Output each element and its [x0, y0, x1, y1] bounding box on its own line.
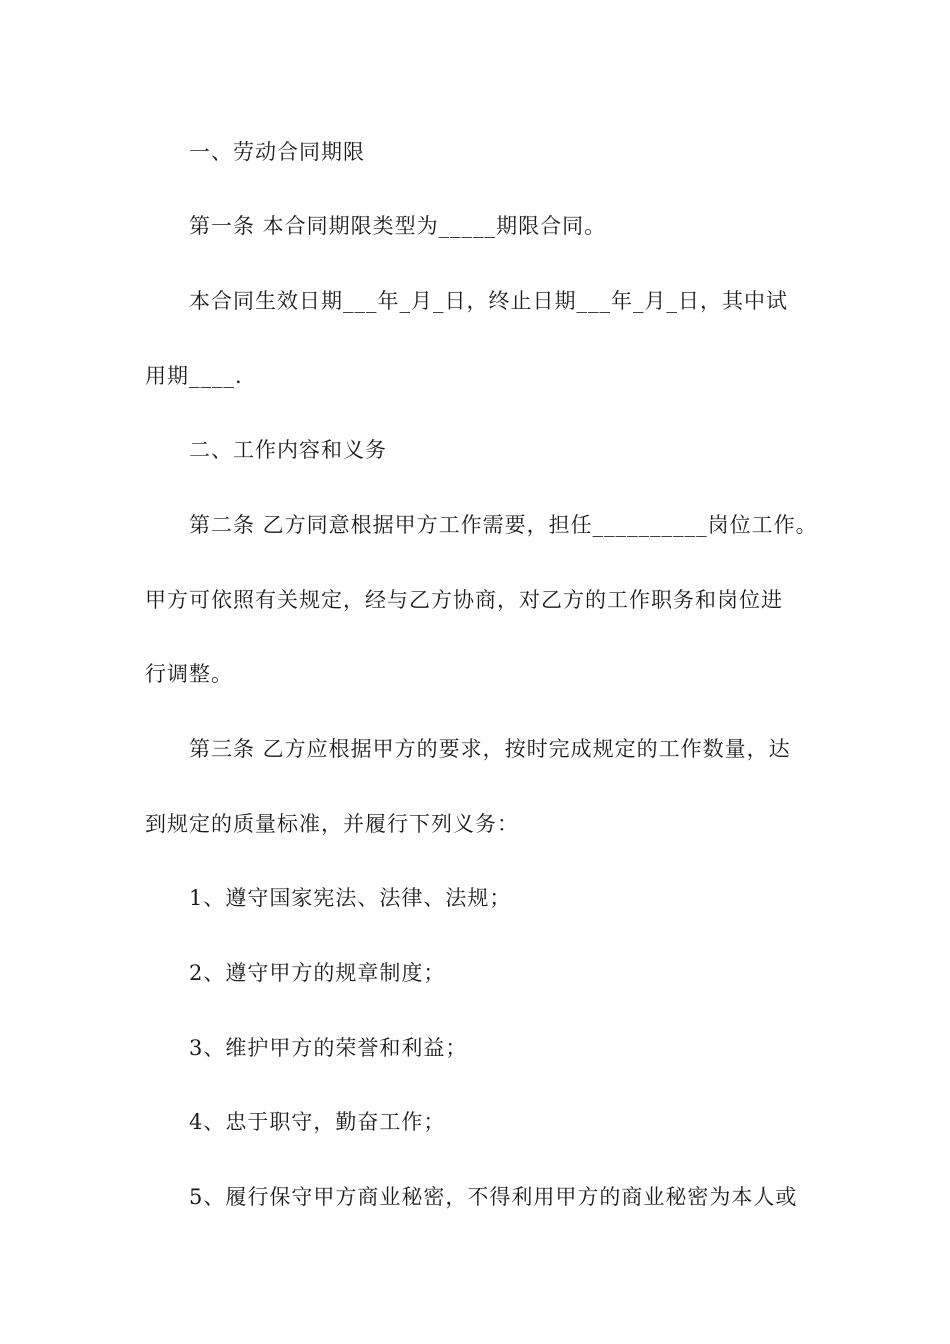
article-2-continued: 甲方可依照有关规定，经与乙方协商，对乙方的工作职务和岗位进 — [145, 588, 783, 612]
article-3: 第三条 乙方应根据甲方的要求，按时完成规定的工作数量，达 — [189, 737, 791, 761]
probation-line: 用期____. — [145, 364, 243, 388]
article-3-continued: 到规定的质量标准，并履行下列义务： — [145, 812, 519, 836]
duty-item-1: 1、遵守国家宪法、法律、法规； — [189, 886, 512, 910]
article-2-end: 行调整。 — [145, 662, 233, 686]
article-1: 第一条 本合同期限类型为_____期限合同。 — [189, 214, 607, 238]
section-heading-contract-term: 一、劳动合同期限 — [189, 140, 365, 164]
duty-item-3: 3、维护甲方的荣誉和利益； — [189, 1036, 468, 1060]
duty-item-2: 2、遵守甲方的规章制度； — [189, 961, 446, 985]
effective-date-line: 本合同生效日期___年_月_日，终止日期___年_月_日，其中试 — [189, 289, 788, 313]
section-heading-work-duties: 二、工作内容和义务 — [189, 438, 387, 462]
duty-item-4: 4、忠于职守，勤奋工作； — [189, 1110, 446, 1134]
article-2: 第二条 乙方同意根据甲方工作需要，担任__________岗位工作。 — [189, 513, 818, 537]
duty-item-5: 5、履行保守甲方商业秘密，不得利用甲方的商业秘密为本人或 — [189, 1185, 798, 1209]
